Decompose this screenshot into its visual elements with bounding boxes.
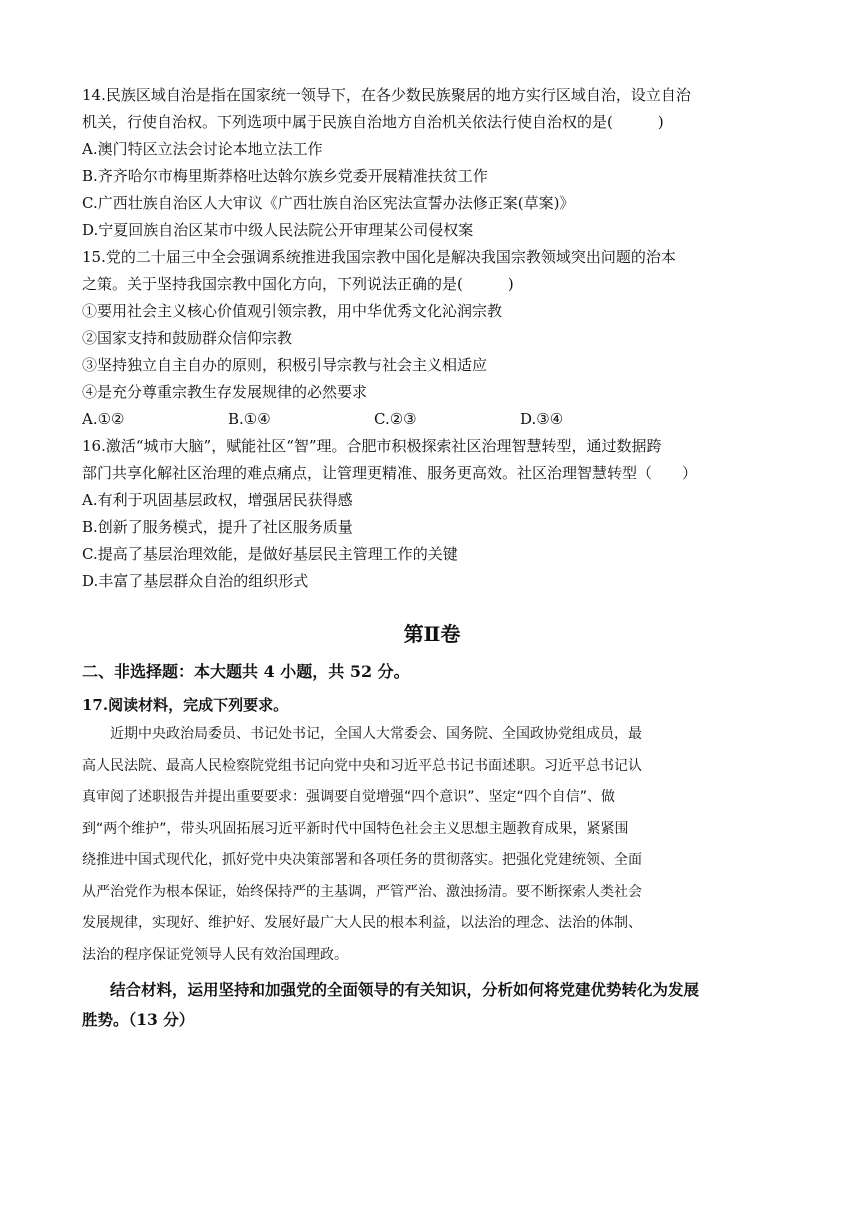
question-14-stem-line-2: 机关，行使自治权。下列选项中属于民族自治地方自治机关依法行使自治权的是( )	[82, 113, 664, 131]
question-14-stem-line-1: 14.民族区域自治是指在国家统一领导下，在各少数民族聚居的地方实行区域自治，设立自治	[82, 86, 691, 104]
question-17-task	[82, 975, 782, 1035]
exam-page	[82, 82, 782, 1035]
question-17-material	[82, 719, 782, 971]
question-14	[82, 82, 782, 244]
question-16-stem-line-1: 16.激活“城市大脑”，赋能社区“智”理。合肥市积极探索社区治理智慧转型，通过数据跨	[82, 437, 662, 455]
question-16-option-a: A.有利于巩固基层政权，增强居民获得感	[82, 491, 353, 509]
question-16-stem-line-2: 部门共享化解社区治理的难点痛点，让管理更精准、服务更高效。社区治理智慧转型（ ）	[82, 464, 698, 482]
material-line-6: 从严治党作为根本保证，始终保持严的主基调，严管严治、激浊扬清。要不断探索人类社会	[82, 883, 642, 900]
material-line-2: 高人民法院、最高人民检察院党组书记向党中央和习近平总书记书面述职。习近平总书记认	[82, 757, 642, 774]
question-14-option-b: B.齐齐哈尔市梅里斯莽格吐达斡尔族乡党委开展精准扶贫工作	[82, 167, 488, 185]
question-15-choices	[82, 406, 782, 433]
part-two-title: 第Ⅱ卷	[403, 622, 461, 646]
question-17-head: 17.阅读材料，完成下列要求。	[82, 696, 289, 714]
question-14-option-c: C.广西壮族自治区人大审议《广西壮族自治区宪法宣誓办法修正案(草案)》	[82, 194, 575, 212]
question-15-statement-4: ④是充分尊重宗教生存发展规律的必然要求	[82, 383, 368, 401]
question-17	[82, 691, 782, 1035]
question-15-statement-1: ①要用社会主义核心价值观引领宗教，用中华优秀文化沁润宗教	[82, 302, 503, 320]
material-line-4: 到“两个维护”，带头巩固拓展习近平新时代中国特色社会主义思想主题教育成果，紧紧围	[82, 820, 629, 837]
question-15-stem-line-1: 15.党的二十届三中全会强调系统推进我国宗教中国化是解决我国宗教领域突出问题的治本	[82, 248, 676, 266]
question-15-choice-c: C.②③	[374, 410, 417, 428]
question-16-option-c: C.提高了基层治理效能，是做好基层民主管理工作的关键	[82, 545, 458, 563]
question-16	[82, 433, 782, 595]
task-line-2: 胜势。（13 分）	[82, 1010, 195, 1029]
question-15-statement-3: ③坚持独立自主自办的原则，积极引导宗教与社会主义相适应	[82, 356, 488, 374]
question-15-stem-line-2: 之策。关于坚持我国宗教中国化方向，下列说法正确的是( )	[82, 275, 514, 293]
material-line-1: 近期中央政治局委员、书记处书记，全国人大常委会、国务院、全国政协党组成员，最	[110, 726, 642, 742]
question-15-choice-d: D.③④	[520, 410, 564, 428]
question-15-statement-2: ②国家支持和鼓励群众信仰宗教	[82, 329, 293, 347]
question-14-option-a: A.澳门特区立法会讨论本地立法工作	[82, 140, 323, 158]
question-15-choice-a: A.①②	[82, 410, 125, 428]
question-15-choice-b: B.①④	[228, 410, 271, 428]
material-line-8: 法治的程序保证党领导人民有效治国理政。	[82, 946, 348, 963]
task-line-1: 结合材料，运用坚持和加强党的全面领导的有关知识，分析如何将党建优势转化为发展	[110, 980, 700, 999]
question-16-option-b: B.创新了服务模式，提升了社区服务质量	[82, 518, 353, 536]
material-line-3: 真审阅了述职报告并提出重要要求：强调要自觉增强“四个意识”、坚定“四个自信”、做	[82, 789, 616, 805]
question-14-option-d: D.宁夏回族自治区某市中级人民法院公开审理某公司侵权案	[82, 221, 474, 239]
material-line-7: 发展规律，实现好、维护好、发展好最广大人民的根本利益，以法治的理念、法治的体制、	[82, 915, 642, 931]
question-15	[82, 244, 782, 433]
part-two-heading: 二、非选择题：本大题共 4 小题，共 52 分。	[82, 662, 410, 681]
material-line-5: 绕推进中国式现代化，抓好党中央决策部署和各项任务的贯彻落实。把强化党建统领、全面	[82, 852, 642, 868]
question-16-option-d: D.丰富了基层群众自治的组织形式	[82, 572, 309, 590]
